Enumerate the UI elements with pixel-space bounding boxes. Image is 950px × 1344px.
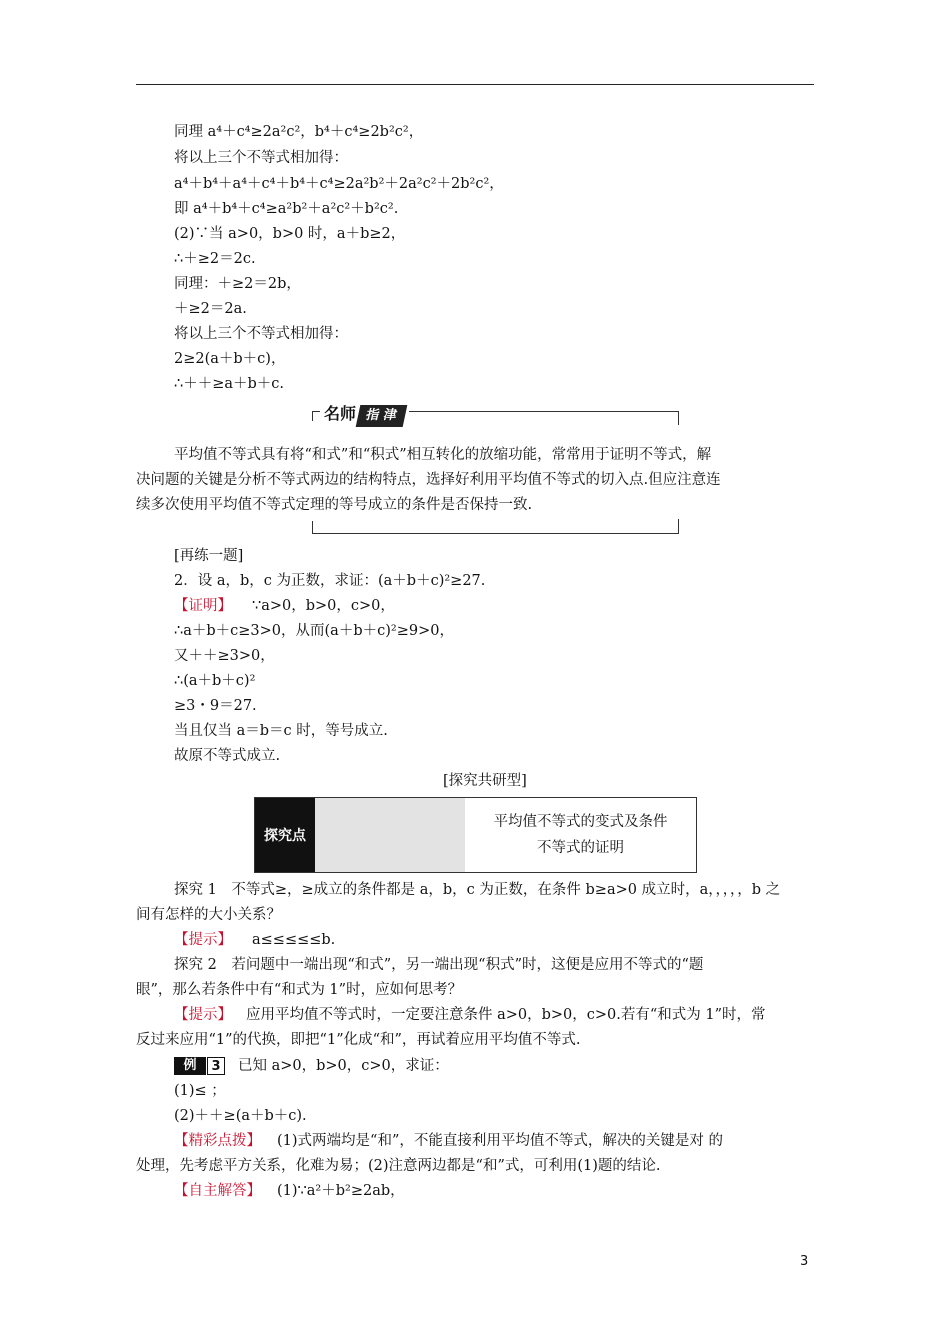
explore-title-line: 不等式的证明: [537, 840, 624, 856]
text-line: 又＋＋≥3>0，: [174, 648, 275, 664]
box-border: [678, 411, 679, 425]
key-line: [174, 1131, 723, 1151]
text-line: ∴a＋b＋c≥3>0，从而(a＋b＋c)²≥9>0，: [174, 623, 454, 639]
text-line: ∴(a＋b＋c)²: [174, 673, 256, 689]
text-line: 将以上三个不等式相加得：: [174, 150, 348, 166]
explore-point-gray-block: [315, 798, 465, 872]
key-text: (1)式两端均是“和”，不能直接利用平均值不等式，解决的关键是对 的: [277, 1133, 723, 1149]
example-number: 3: [207, 1057, 225, 1075]
text-line: 决问题的关键是分析不等式两边的结构特点，选择好利用平均值不等式的切入点.但应注意连: [136, 472, 721, 488]
box-border: [312, 521, 313, 533]
proof-tag: 【证明】: [174, 598, 232, 614]
text-line: 续多次使用平均值不等式定理的等号成立的条件是否保持一致.: [136, 497, 533, 513]
hint-tag: 【提示】: [174, 932, 232, 948]
hint-text: a≤≤≤≤≤b.: [252, 932, 336, 948]
key-tag: 【精彩点拨】: [174, 1133, 261, 1149]
section-heading: [再练一题]: [174, 548, 244, 564]
hint-line: [174, 1005, 766, 1025]
explore-point-box: [254, 797, 697, 873]
badge-slant-text: 指 津: [356, 405, 407, 427]
self-answer-text: (1)∵a²＋b²≥2ab，: [277, 1183, 405, 1199]
proof-line: [174, 596, 395, 616]
text-line: 平均值不等式具有将“和式”和“积式”相互转化的放缩功能，常常用于证明不等式，解: [174, 447, 712, 463]
hint-text: 应用平均值不等式时，一定要注意条件 a>0，b>0，c>0.若有“和式为 1”时，常: [246, 1007, 766, 1023]
explore-title-line: 平均值不等式的变式及条件: [493, 814, 668, 830]
badge-main-text: 名师: [324, 404, 357, 423]
example-badge: 例: [174, 1057, 206, 1075]
self-answer-line: [174, 1181, 405, 1201]
text-line: 故原不等式成立.: [174, 748, 281, 764]
question-text: 2．设 a，b，c 为正数，求证：(a＋b＋c)²≥27.: [174, 573, 486, 589]
explore-point-label: 探究点: [255, 798, 315, 872]
text-line: 2≥2(a＋b＋c)，: [174, 351, 286, 367]
text-line: 探究 1 不等式≥，≥成立的条件都是 a，b，c 为正数，在条件 b≥a>0 成立时，a，，，，，b 之: [174, 882, 781, 898]
hint-tag: 【提示】: [174, 1007, 232, 1023]
text-line: a⁴＋b⁴＋a⁴＋c⁴＋b⁴＋c⁴≥2a²b²＋2a²c²＋2b²c²，: [174, 176, 504, 192]
text-line: (2)∵当 a>0，b>0 时，a＋b≥2，: [174, 226, 406, 242]
example-statement: 已知 a>0，b>0，c>0，求证：: [238, 1058, 449, 1074]
text-line: 处理，先考虑平方关系，化难为易；(2)注意两边都是“和”式，可利用(1)题的结论.: [136, 1158, 661, 1174]
box-border: [678, 519, 679, 533]
text-line: (2)＋＋≥(a＋b＋c).: [174, 1108, 307, 1124]
text-line: ∴＋≥2＝2c.: [174, 251, 256, 267]
box-border: [312, 411, 313, 421]
teacher-guide-badge: [320, 403, 409, 425]
text-line: 当且仅当 a＝b＝c 时，等号成立.: [174, 723, 388, 739]
text-line: ＋≥2＝2a.: [174, 301, 247, 317]
text-line: 同理：＋≥2＝2b，: [174, 276, 301, 292]
text-line: 即 a⁴＋b⁴＋c⁴≥a²b²＋a²c²＋b²c².: [174, 201, 399, 217]
proof-text: ∵a>0，b>0，c>0，: [252, 598, 395, 614]
explore-point-title: [465, 798, 696, 872]
text-line: 同理 a⁴＋c⁴≥2a²c²，b⁴＋c⁴≥2b²c²，: [174, 124, 424, 140]
text-line: 眼”，那么若条件中有“和式为 1”时，应如何思考？: [136, 982, 463, 998]
box-border: [312, 533, 679, 534]
text-line: (1)≤ ；: [174, 1083, 226, 1099]
header-rule: [136, 84, 814, 85]
hint-line: [174, 930, 335, 950]
text-line: 将以上三个不等式相加得：: [174, 326, 348, 342]
section-heading: [探究共研型]: [443, 773, 527, 789]
text-line: ≥3・9＝27.: [174, 698, 257, 714]
text-line: 探究 2 若问题中一端出现“和式”，另一端出现“积式”时，这便是应用不等式的“题: [174, 957, 704, 973]
text-line: 反过来应用“1”的代换，即把“1”化成“和”，再试着应用平均值不等式.: [136, 1032, 581, 1048]
text-line: ∴＋＋≥a＋b＋c.: [174, 376, 285, 392]
self-answer-tag: 【自主解答】: [174, 1183, 261, 1199]
page-number: 3: [800, 1254, 809, 1269]
text-line: 间有怎样的大小关系？: [136, 907, 281, 923]
